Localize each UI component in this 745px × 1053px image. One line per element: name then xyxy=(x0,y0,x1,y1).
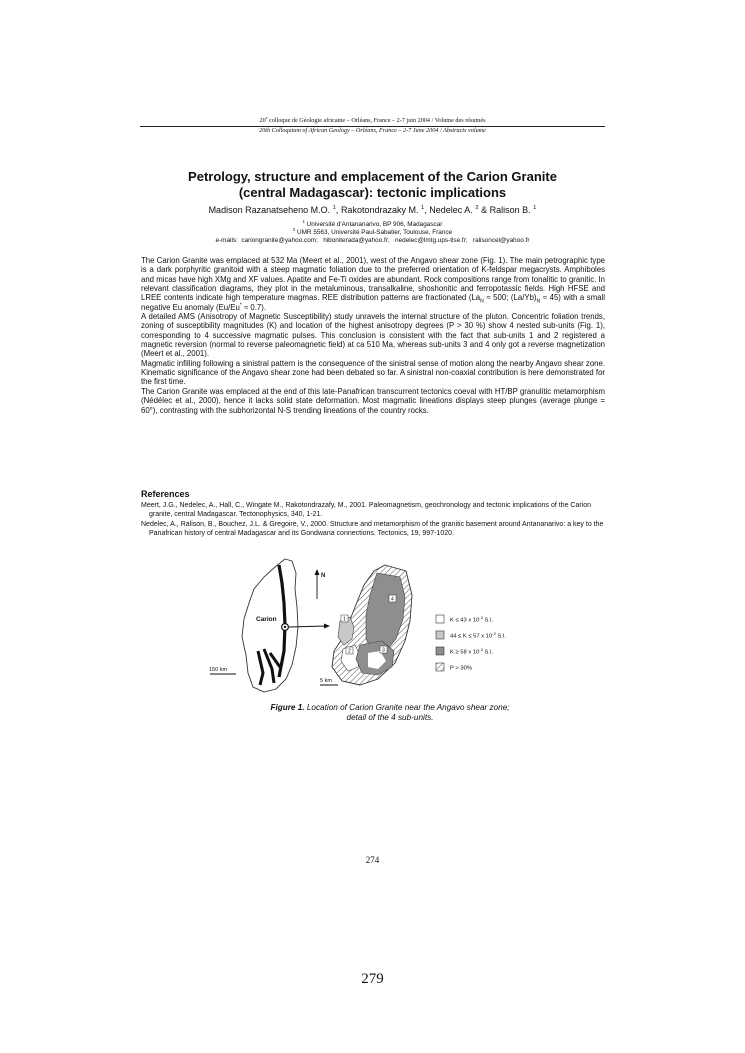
legend xyxy=(436,615,506,672)
scale-bar-map: 150 km xyxy=(209,667,228,673)
legend-entry: K ≤ 43 x $10^{-3}$ S.I. xyxy=(450,615,494,624)
figure-1 xyxy=(200,555,580,700)
author: Nedelec A. xyxy=(429,205,473,215)
title-line-2: (central Madagascar): tectonic implications xyxy=(238,184,507,200)
figure-caption: Figure 1. Location of Carion Granite near the Angavo shear zone; detail of the 4 sub-units. xyxy=(270,703,510,722)
running-header-french: 20e colloque de Géologie africaine – Orléans, France – 2-7 juin 2004 / Volume des résumés xyxy=(259,114,486,124)
north-label: N xyxy=(321,573,326,579)
paragraph-2: A detailed AMS (Anisotropy of Magnetic Susceptibility) study unravels the internal structure of the pluton. Concentric foliation trends, zoning of susceptibility magnitudes (K) and location of the highest anisotropy degrees (P > 30 %) show 4 nested sub-units (Fig. 1), corresponding to 4 successive magmatic pulses. This conclusion is consistent with the fact that sub-units 1 and 2 registered a magnetic reversion (normal to reverse paleomagnetic field) at ca 510 Ma, whereas sub-units 3 and 4 only got a reverse magnetization (Meert et al., 2001). xyxy=(141,312,605,359)
title-line-1: Petrology, structure and emplacement of the Carion Granite xyxy=(188,169,557,184)
caption-label: Figure 1. xyxy=(270,703,305,712)
author: Madison Razanatseheno M.O. xyxy=(208,205,331,215)
affiliation-2: $^2$ UMR 5563, Université Paul-Sabatier, Toulouse, France xyxy=(292,226,453,236)
references-list xyxy=(141,501,605,539)
subunit-label: 1 xyxy=(343,616,346,623)
references-heading: References xyxy=(141,489,190,499)
author: Rakotondrazaky M. xyxy=(340,205,419,215)
legend-entry: K ≥ 58 x $10^{-3}$ S.I. xyxy=(450,647,494,656)
paragraph-4: The Carion Granite was emplaced at the end of this late-Panafrican transcurrent tectonics coeval with HT/BP granulitic metamorphism (Nédélec et al., 2000), hence it lacks solid state deformation. Most magmatic lineations displays steep plunges (average plunge = 60°), contrasting with the subhorizontal N-S trending lineations of the country rocks. xyxy=(141,386,605,415)
subunit-label: 2 xyxy=(348,648,351,655)
paper-title xyxy=(140,169,605,200)
page-number-original: 274 xyxy=(365,855,380,865)
subunit-label: 3 xyxy=(382,647,385,654)
subunit-label: 4 xyxy=(391,596,394,603)
abstract-body xyxy=(141,256,605,415)
legend-entry: 44 ≤ K ≤ 57 x $10^{-3}$ S.I. xyxy=(450,631,507,640)
paragraph-1: The Carion Granite was emplaced at 532 Ma (Meert et al., 2001), west of the Angavo shear zone (Fig. 1). The main petrographic type is a dark porphyritic granitoid with a steep magmatic foliation due to the preferred orientation of K-feldspar megacrysts. Amphiboles and micas have high XMg and XF values. Apatite and Fe-Ti oxides are abundant. Rock compositions range from tonalitic to granitic. In relevant classification diagrams, they plot in the metaluminous, transalkaline, shoshonitic and ferropotassic fields. High HFSE and LREE contents indicate high temperature magmas. REE distribution patterns are fractionated ($La_N \approx 500$; $(La/Yb)_N \approx 45$) with a small negative Eu anomaly (Eu/Eu* ≈ 0.7). xyxy=(141,256,605,312)
running-header-english: 20th Colloquium of African Geology – Orléans, France – 2-7 June 2004 / Abstracts volume xyxy=(259,127,486,134)
scale-bar-detail: 5 km xyxy=(320,678,332,684)
reference-item: Nedelec, A., Ralison, B., Bouchez, J.L. & Gregoire, V., 2000. Structure and metamorphism of the granitic basement around Antananarivo: a key to the Panafrican history of central Madagascar and its Gondwana connections. Tectonics, 19, 997-1020. xyxy=(141,520,604,538)
paragraph-3: Magmatic infilling following a sinistral pattern is the consequence of the sinistral sense of motion along the nearby Angavo shear zone. Kinematic significance of the Angavo shear zone had been debated so far. A sinistral non-coaxial contribution is here demonstrated for the first time. xyxy=(141,358,605,387)
page-number: 279 xyxy=(361,971,384,987)
carion-label: Carion xyxy=(256,616,277,623)
email-list: e-mails: cariongranite@yahoo.com; hiboniterada@yahoo.fr; nedelec@lmtg.ups-tlse.fr; ralisoncel@yahoo.fr xyxy=(215,237,530,244)
authors: Madison Razanatseheno M.O. $^1$, Rakotondrazaky M. $^1$, Nedelec A. $^2$ & Ralison B. $^1$ xyxy=(208,205,537,215)
reference-item: Meert, J.G., Nedelec, A., Hall, C., Wingate M., Rakotondrazafy, M., 2001. Paleomagnetism, geochronology and tectonic implications of the Carion granite, central Madagascar. Tectonophysics, 340, 1-21. xyxy=(141,502,592,519)
legend-entry: P > 30% xyxy=(450,665,472,672)
author: Ralison B. xyxy=(489,205,531,215)
madagascar-outline xyxy=(242,559,298,692)
affiliation-1: $^1$ Université d'Antananarivo, BP 906, Madagascar xyxy=(302,218,443,228)
